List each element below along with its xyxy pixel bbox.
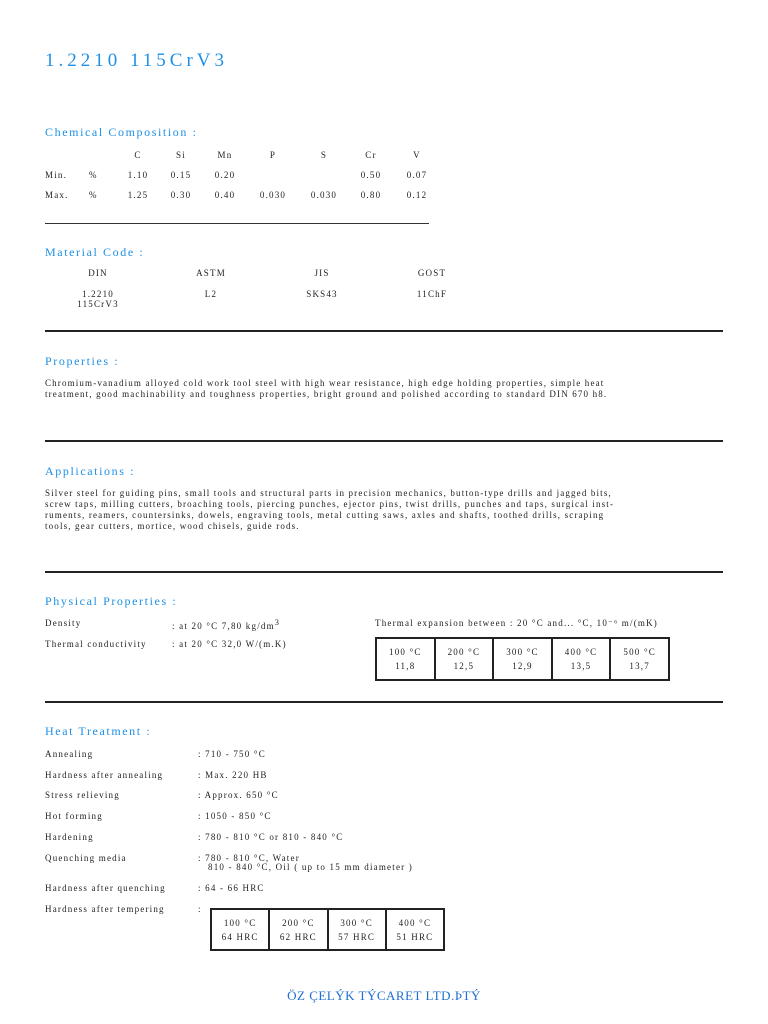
expansion-value: 12,5	[453, 661, 475, 671]
heat-label: Hardness after annealing	[45, 770, 164, 780]
expansion-value: 13,7	[629, 661, 650, 671]
expansion-value: 13,5	[570, 661, 592, 671]
heat-value: : Max. 220 HB	[198, 770, 268, 780]
heat-label: Hardness after tempering	[45, 904, 165, 914]
text-line: treatment, good machinability and toughness properties, bright ground and polished according to standard DIN 670 h8.	[45, 389, 608, 399]
temperature: 200 °C	[282, 917, 315, 928]
density-value-text: : at 20 °C 7,80 kg/dm	[172, 621, 275, 631]
heat-label: Hardness after quenching	[45, 883, 166, 893]
cell-value: 0.20	[214, 170, 236, 180]
divider	[45, 330, 723, 332]
temperature: 300 °C	[506, 647, 539, 657]
element-header: Mn	[217, 150, 233, 160]
standard-value: SKS43	[306, 289, 338, 299]
standard-value: 11ChF	[416, 289, 448, 299]
cell-value: 0.50	[360, 170, 382, 180]
cell-value: 0.12	[406, 190, 428, 200]
temperature: 300 °C	[340, 917, 373, 928]
element-header: Si	[176, 150, 186, 160]
standard-value: 115CrV3	[77, 299, 119, 309]
cell-value: 1.25	[127, 190, 149, 200]
cell-value: 0.30	[170, 190, 192, 200]
temperature: 100 °C	[223, 917, 257, 928]
table-cell	[328, 909, 386, 950]
material-code-heading: Material Code :	[45, 245, 145, 259]
element-header: V	[413, 150, 421, 160]
company-footer: ÖZ ÇELÝK TÝCARET LTD.ÞTÝ	[287, 988, 481, 1003]
temperature: 100 °C	[389, 647, 422, 657]
text-line: tools, gear cutters, mortice, wood chisels, guide rods.	[45, 521, 300, 531]
expansion-value: 12,9	[512, 661, 533, 671]
text-line: Silver steel for guiding pins, small tools and structural parts in precision mechanics, button-type drills and jagged bits,	[45, 488, 612, 498]
page-title: 1.2210 115CrV3	[45, 50, 229, 71]
table-cell	[269, 909, 327, 950]
row-label: Max.	[45, 190, 69, 200]
cell-value: 0.15	[170, 170, 192, 180]
heat-label: Annealing	[45, 749, 94, 759]
text-line: screw taps, milling cutters, broaching tools, piercing punches, ejector pins, twist drills, punches and taps, surgical inst-	[45, 499, 615, 509]
cell-value: 0.030	[310, 190, 338, 200]
table-cell	[493, 638, 552, 680]
table-cell	[376, 638, 435, 680]
temperature: 400 °C	[398, 917, 432, 928]
standard-value: L2	[204, 289, 218, 299]
density-value	[172, 618, 280, 631]
properties-text	[45, 378, 735, 400]
table-cell	[386, 909, 444, 950]
element-header: P	[269, 150, 277, 160]
heat-value: : 780 - 810 °C or 810 - 840 °C	[198, 832, 344, 842]
temperature: 400 °C	[564, 647, 598, 657]
applications-text	[45, 488, 735, 532]
heat-value: 810 - 840 °C, Oil ( up to 15 mm diameter )	[208, 862, 413, 872]
conductivity-value: : at 20 °C 32,0 W/(m.K)	[172, 639, 287, 649]
heat-treatment-heading: Heat Treatment :	[45, 724, 152, 738]
standard-label: ASTM	[196, 268, 226, 278]
applications-heading: Applications :	[45, 464, 136, 478]
density-label: Density	[45, 618, 82, 628]
cell-value: 1.10	[127, 170, 149, 180]
cell-value: 0.40	[214, 190, 236, 200]
element-header: C	[134, 150, 142, 160]
table-row	[211, 909, 444, 950]
heat-label: Hot forming	[45, 811, 103, 821]
row-unit: %	[89, 170, 98, 180]
heat-value: : Approx. 650 °C	[198, 790, 279, 800]
standard-label: DIN	[88, 268, 108, 278]
standard-label: JIS	[314, 268, 330, 278]
row-unit: %	[89, 190, 98, 200]
hardness-value: 62 HRC	[279, 931, 317, 942]
element-header: S	[320, 150, 328, 160]
hardness-value: 57 HRC	[338, 931, 376, 942]
element-header: Cr	[365, 150, 377, 160]
heat-value: :	[198, 904, 202, 914]
properties-heading: Properties :	[45, 354, 120, 368]
divider	[45, 440, 723, 442]
heat-value: : 1050 - 850 °C	[198, 811, 272, 821]
temperature: 500 °C	[623, 647, 656, 657]
heat-label: Quenching media	[45, 853, 127, 863]
heat-value: : 780 - 810 °C, Water	[198, 853, 300, 863]
divider	[45, 701, 723, 703]
table-cell	[211, 909, 269, 950]
table-cell	[610, 638, 669, 680]
hardness-value: 64 HRC	[221, 931, 259, 942]
cell-value: 0.030	[259, 190, 287, 200]
divider	[45, 223, 429, 224]
table-cell	[435, 638, 494, 680]
heat-value: : 710 - 750 °C	[198, 749, 266, 759]
text-line: ruments, reamers, countersinks, dowels, engraving tools, metal cutting saws, axles and shafts, toothed drills, scraping	[45, 510, 605, 520]
standard-value: 1.2210	[82, 289, 114, 299]
temperature: 200 °C	[447, 647, 481, 657]
hardness-value: 51 HRC	[396, 931, 434, 942]
divider	[45, 571, 723, 573]
conductivity-label: Thermal conductivity	[45, 639, 147, 649]
heat-value: : 64 - 66 HRC	[198, 883, 265, 893]
heat-label: Hardening	[45, 832, 94, 842]
cell-value: 0.80	[360, 190, 382, 200]
chemical-composition-heading: Chemical Composition :	[45, 125, 198, 139]
tempering-hardness-table	[210, 908, 445, 951]
cell-value: 0.07	[406, 170, 428, 180]
table-cell	[552, 638, 611, 680]
thermal-expansion-label: Thermal expansion between : 20 °C and... °C, 10⁻⁶ m/(mK)	[375, 618, 658, 628]
standard-label: GOST	[417, 268, 447, 278]
heat-label: Stress relieving	[45, 790, 120, 800]
physical-properties-heading: Physical Properties :	[45, 594, 178, 608]
text-line: Chromium-vanadium alloyed cold work tool steel with high wear resistance, high edge holding properties, simple heat	[45, 378, 605, 388]
density-unit-exponent: 3	[274, 618, 281, 627]
thermal-expansion-table	[375, 637, 670, 681]
row-label: Min.	[45, 170, 68, 180]
expansion-value: 11,8	[395, 661, 416, 671]
table-row	[376, 638, 669, 680]
